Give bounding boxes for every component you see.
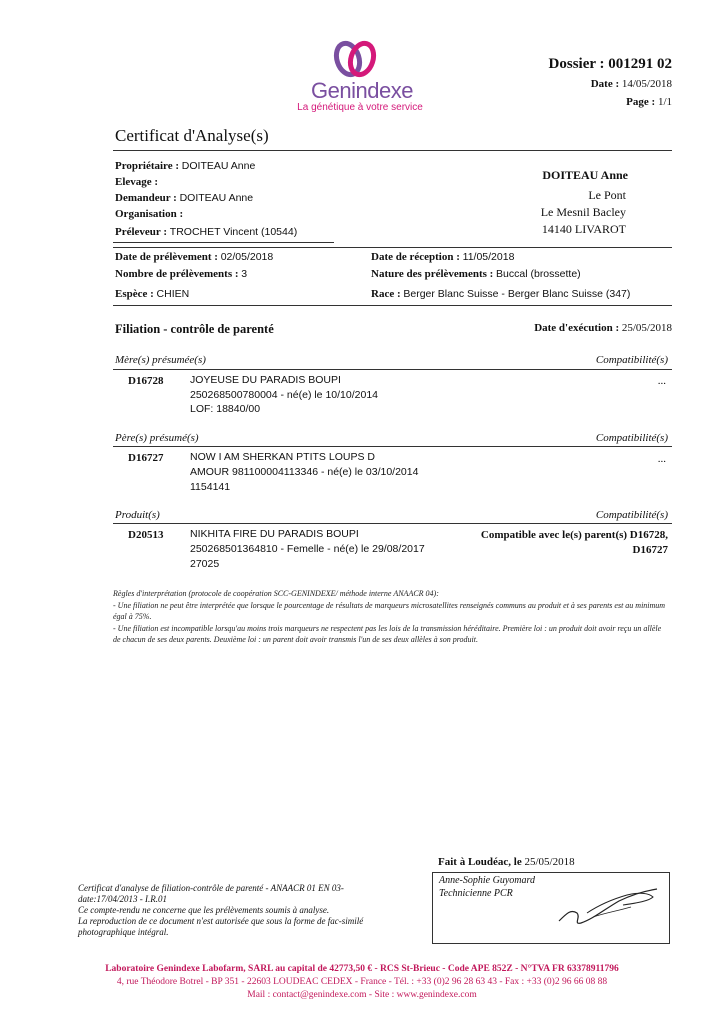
product-name: NIKHITA FIRE DU PARADIS BOUPI [190,528,359,540]
sample-nature-field: Nature des prélèvements : Buccal (brossette) [371,268,581,280]
father-id: AMOUR 981100004113346 - né(e) le 03/10/2014 [190,466,419,478]
divider [113,247,672,248]
divider [113,242,334,243]
breed-field: Race : Berger Blanc Suisse - Berger Blanc Suisse (347) [371,288,631,300]
divider [113,446,672,447]
rule-item: - Une filiation ne peut être interprétée que lorsque le pourcentage de résultats de marqueurs microsatellites renseignés communs au produit et à ses parents est au minimum égal à 75%. [113,600,666,621]
signature-box [432,872,670,944]
father-label: Père(s) présumé(s) [115,432,199,444]
footnote-line: Certificat d'analyse de filiation-contrôle de parenté - ANAACR 01 EN 03- [78,883,344,893]
sampler-field: Préleveur : TROCHET Vincent (10544) [115,226,298,238]
product-ref: 27025 [190,558,220,570]
interpretation-rules [113,588,669,646]
address-line: 14140 LIVAROT [541,222,626,236]
owner-field: Propriétaire : DOITEAU Anne [115,160,256,172]
divider [113,523,672,524]
signer-role: Technicienne PCR [439,888,513,899]
footnote-line: photographique intégral. [78,927,169,937]
dossier-number: Dossier : 001291 02 [548,56,672,72]
father-compat: ... [657,453,666,465]
requester-field: Demandeur : DOITEAU Anne [115,192,254,204]
father-ref: 1154141 [190,481,231,493]
compat-header: Compatibilité(s) [595,354,668,366]
organisation-field: Organisation : [115,208,184,220]
mother-id: 250268500780004 - né(e) le 10/10/2014 [190,389,378,401]
mother-code: D16728 [128,375,164,387]
divider [113,369,672,370]
rule-item: - Une filiation est incompatible lorsqu'au moins trois marqueurs ne respectent pas les lois de la transmission héréditaire. Première loi : un produit doit avoir reçu un allèle de chacun de ses deux parents. Deuxième loi : un parent doit avoir transmis l'un de ses deux allèles à son produit. [113,623,662,644]
address-line: Le Pont [588,188,626,202]
footer-company: Laboratoire Genindexe Labofarm, SARL au capital de 42773,50 € - RCS St-Brieuc - Code APE 852Z - N°TVA FR 63378911796 [105,964,619,974]
compat-header: Compatibilité(s) [595,509,668,521]
compat-header: Compatibilité(s) [595,432,668,444]
mother-compat: ... [657,375,666,387]
footer-address: 4, rue Théodore Botrel - BP 351 - 22603 LOUDEAC CEDEX - France - Tél. : +33 (0)2 96 28 63 43 - Fax : +33 (0)2 96 66 08 88 [116,977,608,987]
species-field: Espèce : CHIEN [115,288,190,300]
product-id: 250268501364810 - Femelle - né(e) le 29/08/2017 [190,543,425,555]
sampling-date-field: Date de prélèvement : 02/05/2018 [115,251,274,263]
reception-date-field: Date de réception : 11/05/2018 [371,251,515,263]
product-label: Produit(s) [115,509,160,521]
product-code: D20513 [128,529,164,541]
signer-name: Anne-Sophie Guyomard [439,875,535,886]
rules-intro: Règles d'interprétation (protocole de coopération SCC-GENINDEXE/ méthode interne ANAACR 04): [113,589,439,598]
recipient-name: DOITEAU Anne [542,168,628,182]
place-date: Fait à Loudéac, le 25/05/2018 [438,856,575,868]
report-date: Date : 14/05/2018 [590,78,672,90]
divider [113,305,672,306]
father-code: D16727 [128,452,164,464]
mother-lof: LOF: 18840/00 [190,403,261,415]
section-title: Filiation - contrôle de parenté [115,322,274,336]
logo-wordmark: Genindexe [311,78,413,103]
genindexe-logo-icon [333,38,377,80]
logo-tagline: La génétique à votre service [297,102,423,113]
footer-contact: Mail : contact@genindexe.com - Site : www.genindexe.com [247,990,477,1000]
page-number: Page : 1/1 [626,96,672,108]
footnote-line: La reproduction de ce document n'est autorisée que sous la forme de fac-similé [78,916,364,926]
product-compat-result: Compatible avec le(s) parent(s) D16728, [480,529,668,541]
execution-date: Date d'exécution : 25/05/2018 [534,322,672,334]
product-compat-result-cont: D16727 [632,544,668,556]
mother-name: JOYEUSE DU PARADIS BOUPI [190,374,341,386]
divider [113,150,672,151]
certificate-title: Certificat d'Analyse(s) [115,126,269,145]
footnote-line: date:17/04/2013 - I.R.01 [78,894,167,904]
sample-count-field: Nombre de prélèvements : 3 [115,268,248,280]
address-line: Le Mesnil Bacley [540,205,626,219]
footnote-line: Ce compte-rendu ne concerne que les prélèvements soumis à analyse. [78,905,330,915]
elevage-field: Elevage : [115,176,159,188]
father-name: NOW I AM SHERKAN PTITS LOUPS D [190,451,375,463]
document-footnote [78,883,408,938]
handwritten-signature [553,883,663,933]
mother-label: Mère(s) présumée(s) [115,354,206,366]
